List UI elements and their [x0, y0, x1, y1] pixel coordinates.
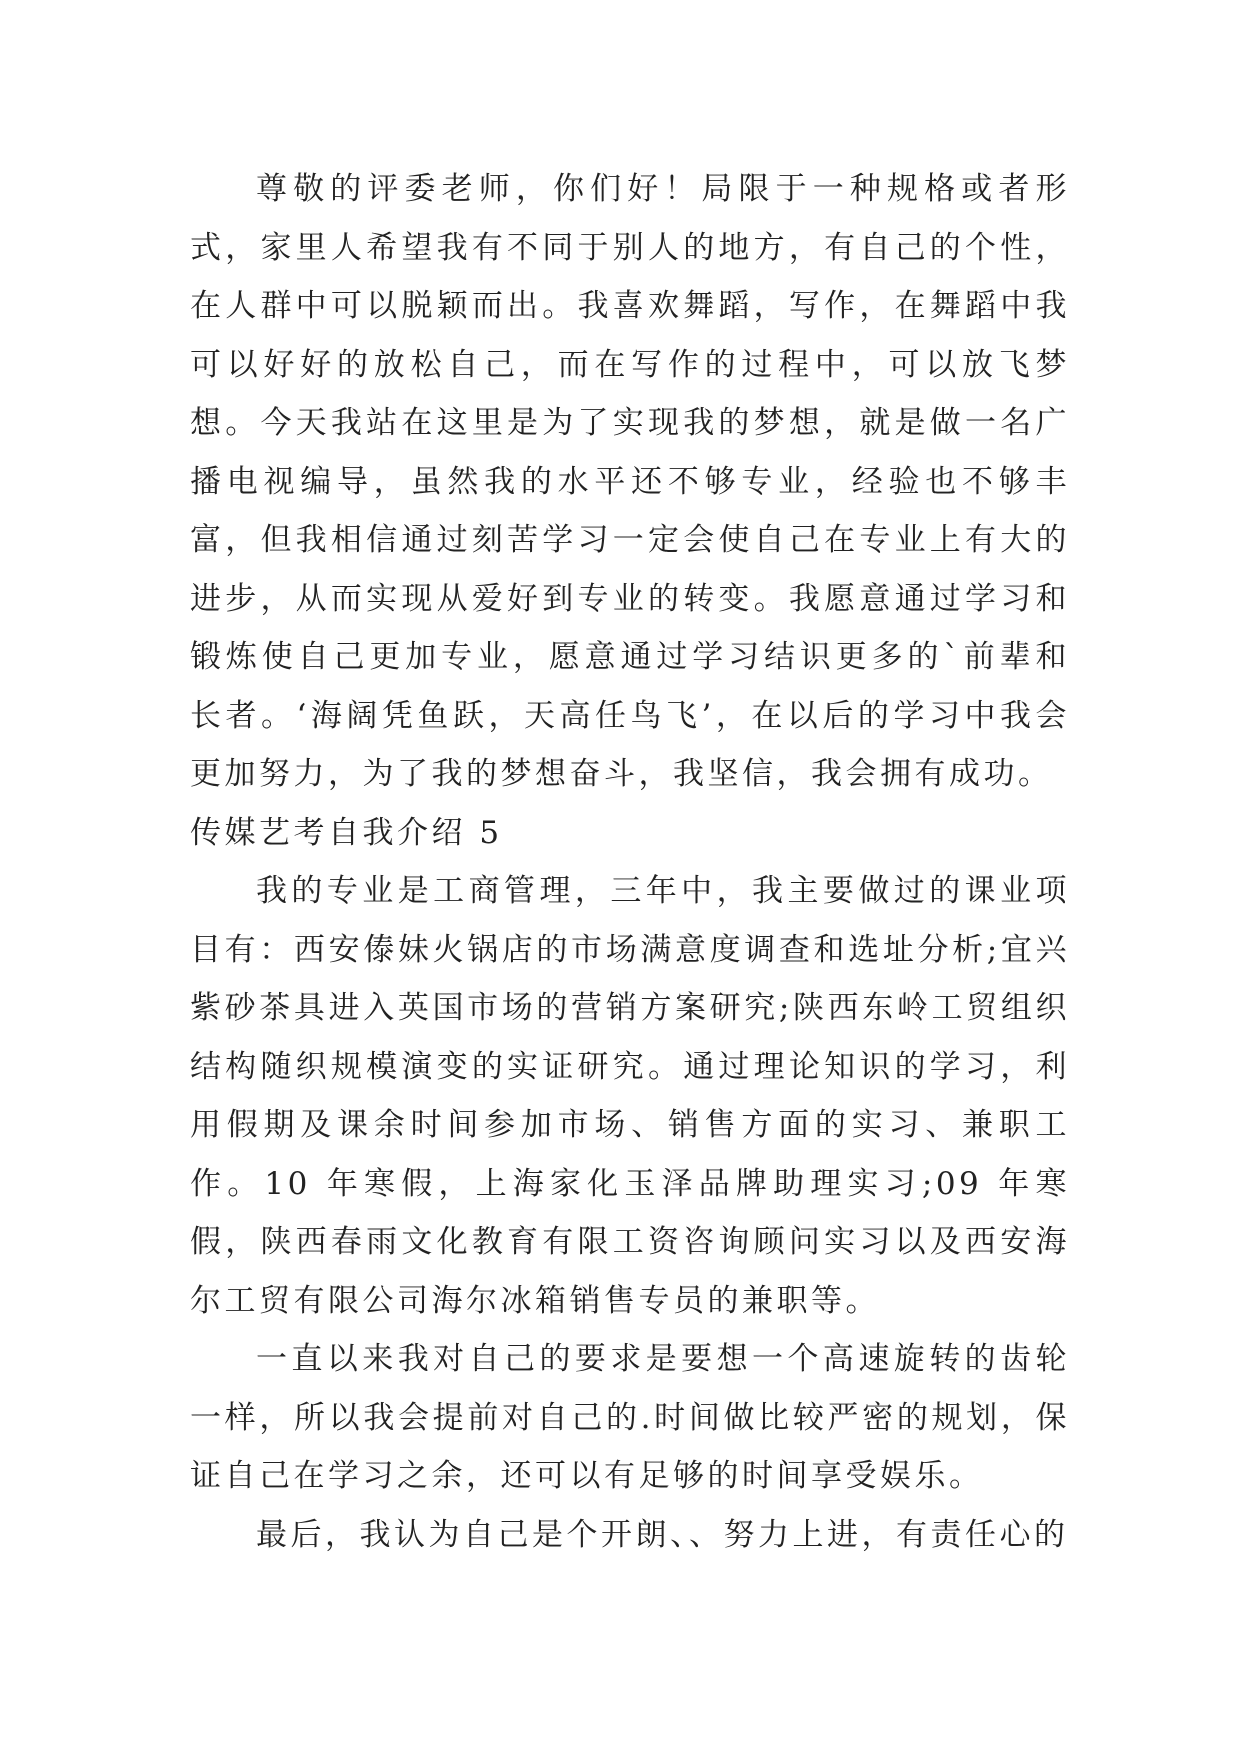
paragraph-intro: 尊敬的评委老师，你们好！局限于一种规格或者形式，家里人希望我有不同于别人的地方，有自己的个性，在人群中可以脱颖而出。我喜欢舞蹈，写作，在舞蹈中我可以好好的放松自己，而在写作的过程中，可以放飞梦想。今天我站在这里是为了实现我的梦想，就是做一名广播电视编导，虽然我的水平还不够专业，经验也不够丰富，但我相信通过刻苦学习一定会使自己在专业上有大的进步，从而实现从爱好到专业的转变。我愿意通过学习和锻炼使自己更加专业，愿意通过学习结识更多的`前辈和长者。‘海阔凭鱼跃，天高任鸟飞’，在以后的学习中我会更加努力，为了我的梦想奋斗，我坚信，我会拥有成功。 — [190, 171, 1070, 792]
section-heading: 传媒艺考自我介绍 5 — [190, 814, 503, 851]
paragraph-major: 我的专业是工商管理，三年中，我主要做过的课业项目有：西安傣妹火锅店的市场满意度调查和选址分析;宜兴紫砂茶具进入英国市场的营销方案研究;陕西东岭工贸组织结构随织规模演变的实证研究。通过理论知识的学习，利用假期及课余时间参加市场、销售方面的实习、兼职工作。10 年寒假，上海家化玉泽品牌助理实习;09 年寒假，陕西春雨文化教育有限工资咨询顾问实习以及西安海尔工贸有限公司海尔冰箱销售专员的兼职等。 — [190, 873, 1070, 1319]
paragraph-self-requirement: 一直以来我对自己的要求是要想一个高速旋转的齿轮一样，所以我会提前对自己的.时间做比较严密的规划，保证自己在学习之余，还可以有足够的时间享受娱乐。 — [190, 1341, 1070, 1494]
paragraph-conclusion: 最后，我认为自己是个开朗、、努力上进，有责任心的 — [256, 1516, 1069, 1553]
document-body — [190, 160, 1070, 1564]
